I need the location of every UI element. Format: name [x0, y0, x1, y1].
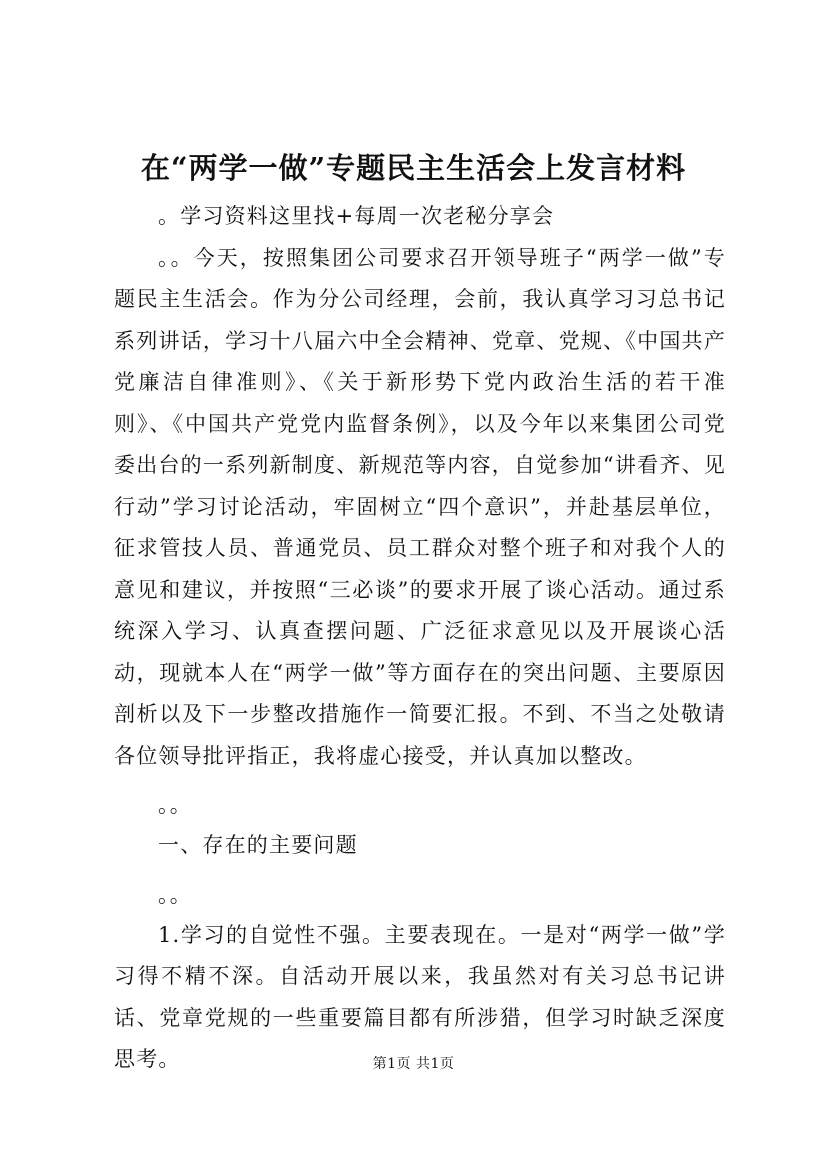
paragraph-separator: 。。 [158, 882, 192, 907]
page-footer: 第1页 共1页 [372, 1056, 455, 1072]
section-heading-main-problems: 一、存在的主要问题 [158, 833, 358, 857]
paragraph-separator: 。。 [158, 793, 192, 817]
document-title: 在“两学一做”专题民主生活会上发言材料 [140, 151, 687, 185]
paragraph-source-note: 。学习资料这里找+每周一次老秘分享会 [158, 204, 555, 228]
document-body [114, 196, 726, 1081]
paragraph-introduction: 。。今天，按照集团公司要求召开领导班子“两学一做”专题民主生活会。作为分公司经理，会前，我认真学习习总书记系列讲话，学习十八届六中全会精神、党章、党规、《中国共产党廉洁自律准则》、《关于新形势下党内政治生活的若干准则》、《中国共产党党内监督条例》，以及今年以来集团公司党委出台的一系列新制度、新规范等内容，自觉参加“讲看齐、见行动”学习讨论活动，牢固树立“四个意识”，并赴基层单位，征求管技人员、普通党员、员工群众对整个班子和对我个人的意见和建议，并按照“三必谈”的要求开展了谈心活动。通过系统深入学习、认真查摆问题、广泛征求意见以及开展谈心活动，现就本人在“两学一做”等方面存在的突出问题、主要原因剖析以及下一步整改措施作一简要汇报。不到、不当之处敬请各位领导批评指正，我将虚心接受，并认真加以整改。 [114, 245, 726, 768]
paragraph-problem-1: 1.学习的自觉性不强。主要表现在。一是对“两学一做”学习得不精不深。自活动开展以来，我虽然对有关习总书记讲话、党章党规的一些重要篇目都有所涉猎，但学习时缺乏深度思考。 [114, 922, 726, 1071]
